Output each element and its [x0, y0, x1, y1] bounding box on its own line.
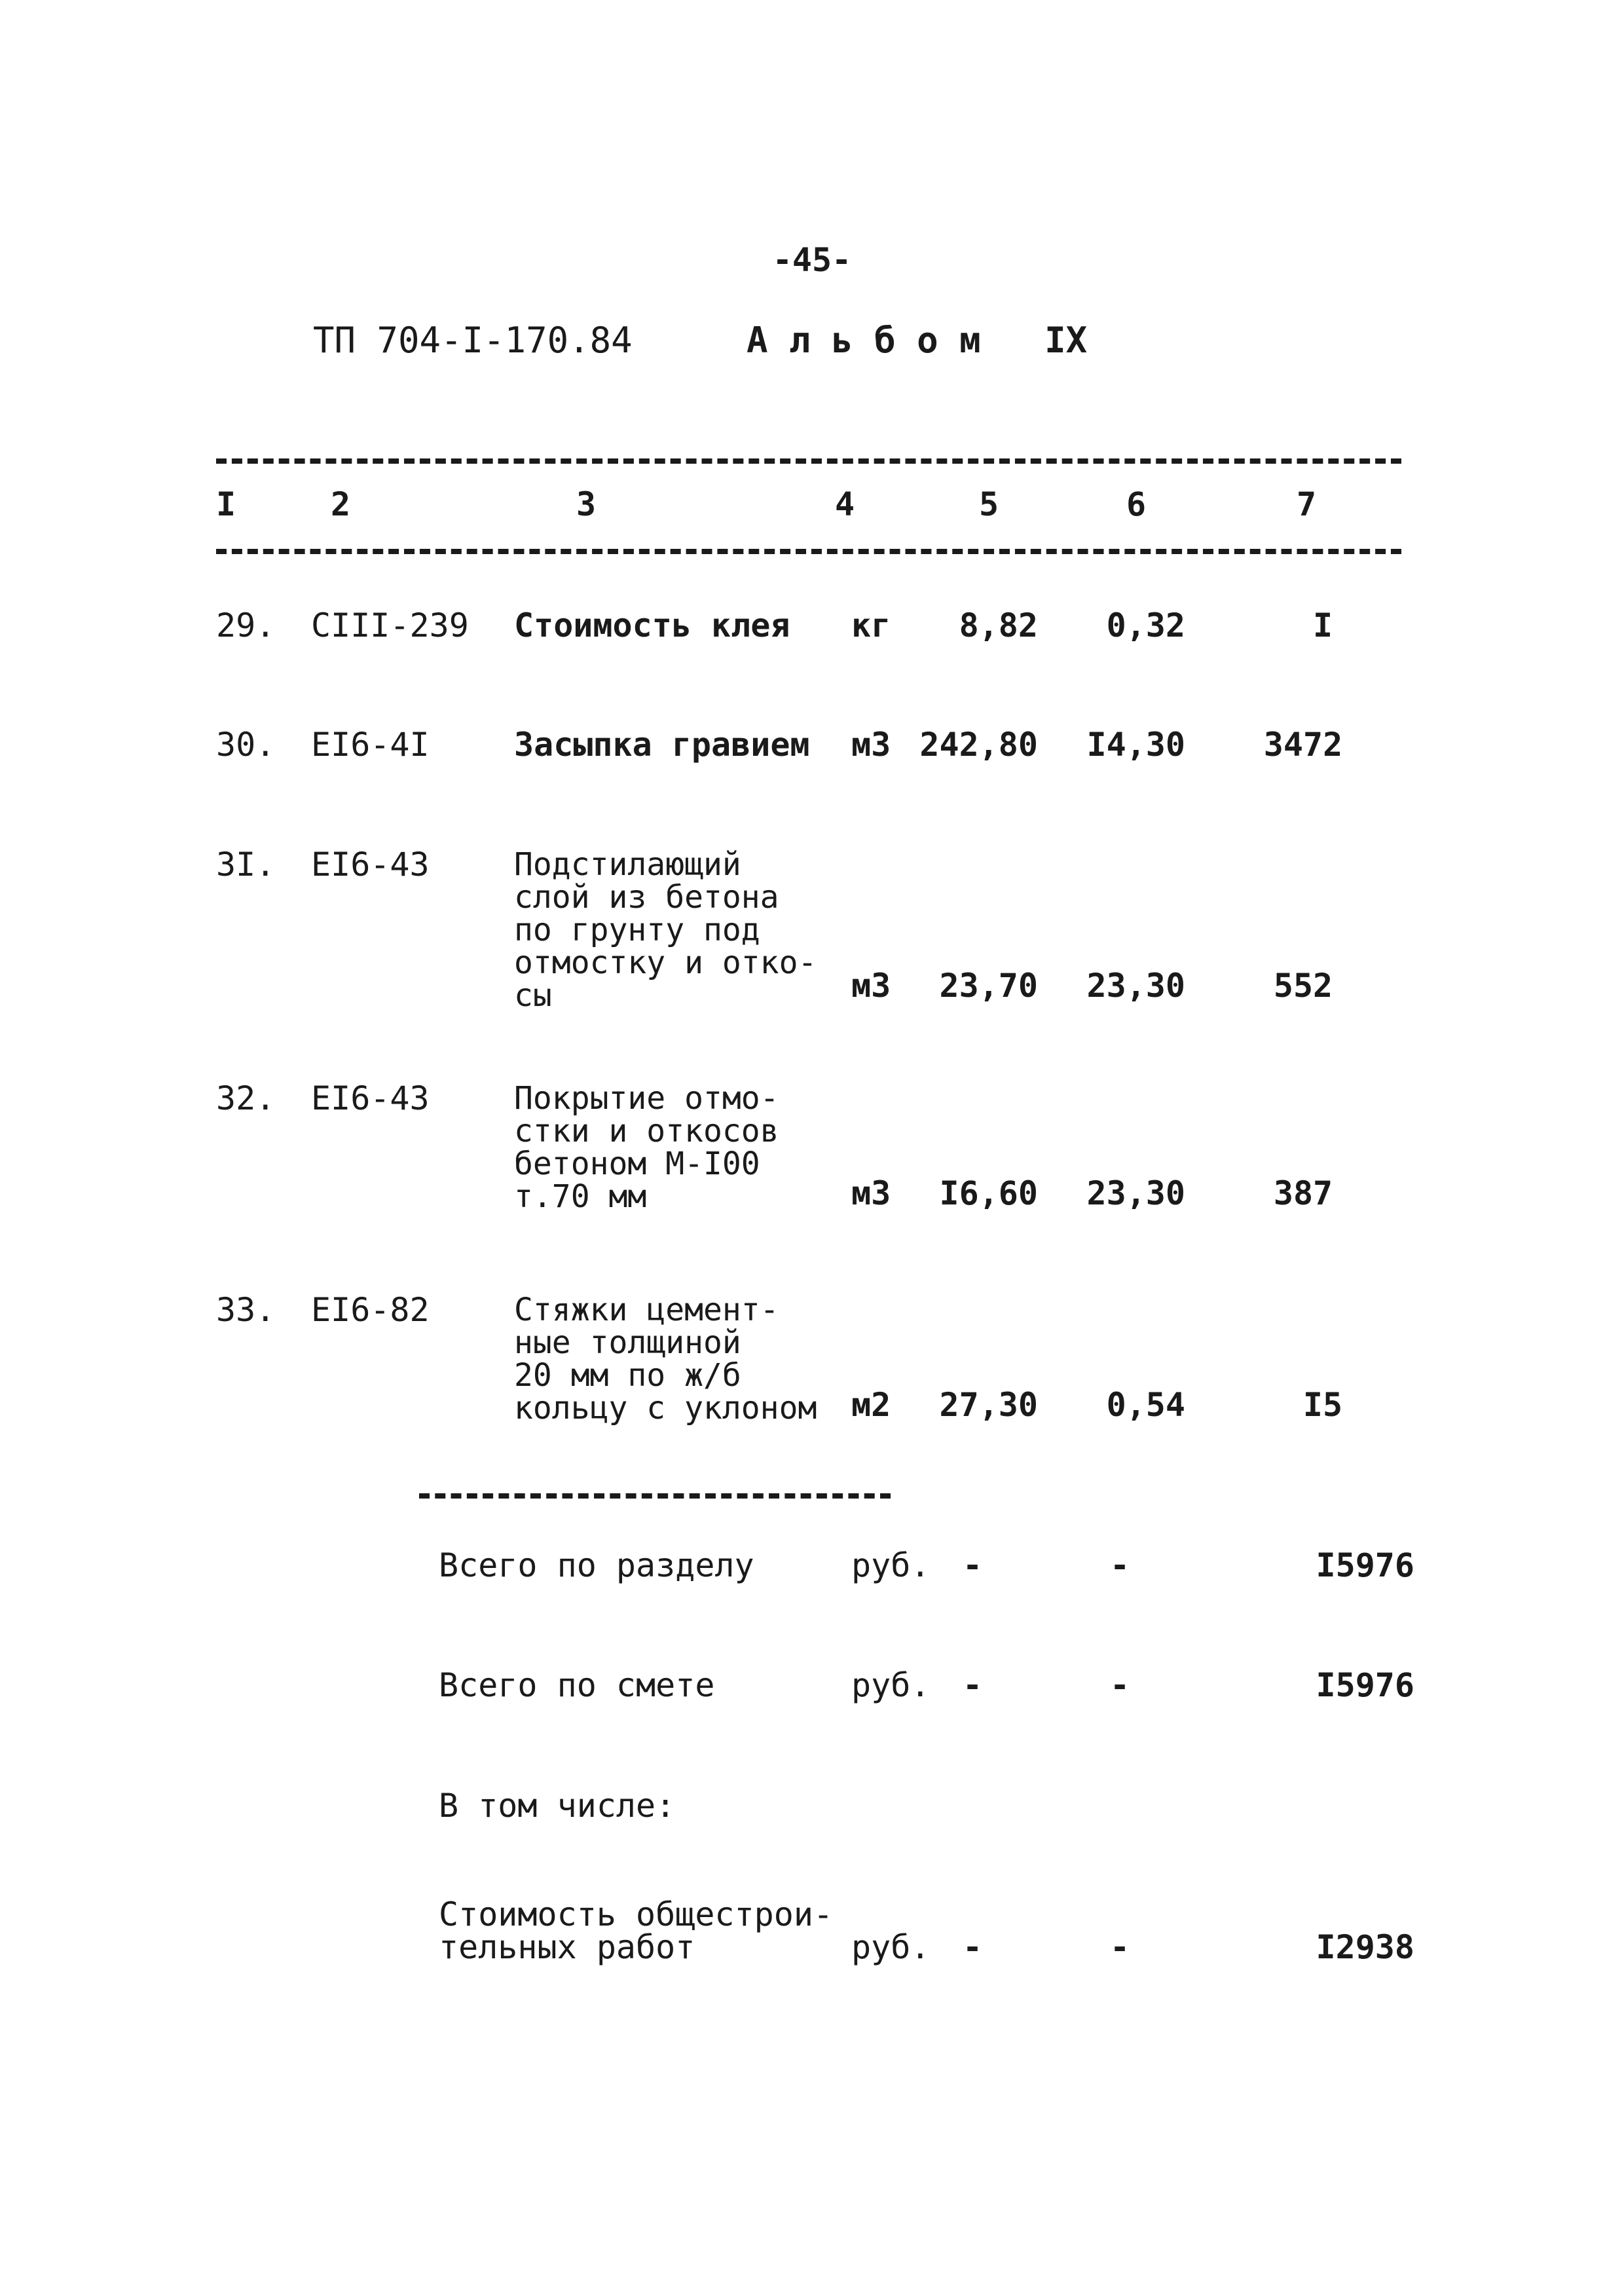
row-total: 552	[1273, 967, 1333, 1005]
column-header: 6	[1126, 485, 1147, 523]
summary-subheading: В том числе:	[439, 1787, 676, 1825]
column-header: 4	[835, 485, 855, 523]
summary-total: I5976	[1316, 1546, 1414, 1584]
summary-label: Всего по разделу	[439, 1546, 754, 1584]
row-unit: м3	[851, 967, 891, 1005]
row-number: 32.	[216, 1079, 276, 1117]
column-header: 3	[576, 485, 597, 523]
row-code: EI6-4I	[311, 726, 430, 764]
column-header: I	[216, 485, 236, 523]
summary-separator	[419, 1493, 891, 1499]
row-description: Покрытие отмо- стки и откосов бетоном М-I00 т.70 мм	[514, 1080, 779, 1215]
row-description: Стяжки цемент- ные толщиной 20 мм по ж/б кольцу с уклоном	[514, 1292, 817, 1426]
summary-total: I5976	[1316, 1666, 1414, 1704]
row-quantity: 8,82	[959, 606, 1038, 644]
row-quantity: 242,80	[919, 726, 1038, 764]
row-number: 33.	[216, 1291, 276, 1329]
column-header: 7	[1297, 485, 1317, 523]
row-code: EI6-43	[311, 846, 430, 884]
row-description: Засыпка гравием	[514, 726, 810, 764]
row-code: EI6-82	[311, 1291, 430, 1329]
row-number: 30.	[216, 726, 276, 764]
row-unit-price: 23,30	[1086, 1174, 1185, 1212]
row-description: Подстилающий слой из бетона по грунту под отмостку и отко- сы	[514, 846, 817, 1014]
row-unit: кг	[851, 606, 891, 644]
column-header: 2	[331, 485, 351, 523]
row-code: EI6-43	[311, 1079, 430, 1117]
row-unit-price: 23,30	[1086, 967, 1185, 1005]
row-number: 29.	[216, 606, 276, 644]
header-rule-top	[216, 458, 1401, 464]
row-total: 387	[1273, 1174, 1333, 1212]
row-unit: м3	[851, 1174, 891, 1212]
row-total: I	[1312, 606, 1333, 644]
summary-unit: руб.	[851, 1546, 931, 1584]
summary-unit-price: -	[1110, 1546, 1130, 1584]
row-unit-price: 0,54	[1106, 1386, 1185, 1424]
row-unit: м3	[851, 726, 891, 764]
row-unit: м2	[851, 1386, 891, 1424]
summary-label: Стоимость общестрои- тельных работ	[439, 1895, 834, 1966]
row-code: CIII-239	[311, 606, 469, 644]
summary-quantity: -	[963, 1666, 983, 1704]
summary-unit: руб.	[851, 1666, 931, 1704]
row-quantity: I6,60	[939, 1174, 1038, 1212]
row-quantity: 23,70	[939, 967, 1038, 1005]
row-number: 3I.	[216, 846, 276, 884]
row-quantity: 27,30	[939, 1386, 1038, 1424]
summary-unit-price: -	[1110, 1928, 1130, 1966]
page-number: -45-	[772, 241, 852, 279]
row-unit-price: I4,30	[1086, 726, 1185, 764]
column-header: 5	[979, 485, 999, 523]
row-total: I5	[1302, 1386, 1343, 1424]
row-total: 3472	[1263, 726, 1343, 764]
summary-unit: руб.	[851, 1928, 931, 1966]
document-code: ТП 704-I-170.84	[313, 320, 633, 361]
header-rule-bottom	[216, 549, 1401, 554]
summary-quantity: -	[963, 1928, 983, 1966]
album-title: А л ь б о м IX	[747, 320, 1088, 361]
summary-total: I2938	[1316, 1928, 1414, 1966]
row-description: Стоимость клея	[514, 606, 790, 644]
summary-label: Всего по смете	[439, 1666, 715, 1704]
row-unit-price: 0,32	[1106, 606, 1185, 644]
summary-unit-price: -	[1110, 1666, 1130, 1704]
summary-quantity: -	[963, 1546, 983, 1584]
